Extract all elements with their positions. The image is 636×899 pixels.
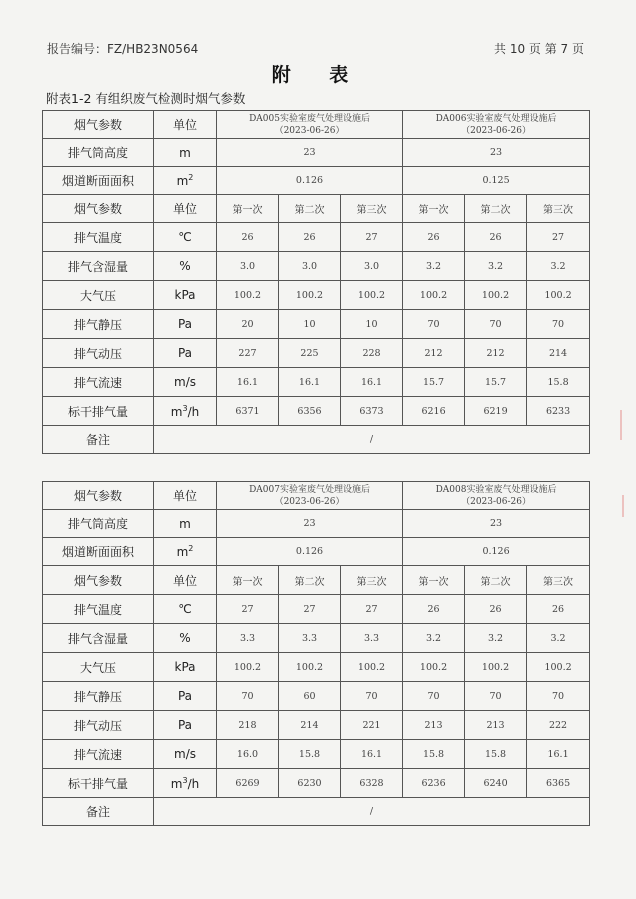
row-label: 排气流速: [43, 740, 154, 769]
source-a-header: [217, 111, 403, 139]
row-unit: Pa: [154, 339, 217, 368]
cell-value: 3.0: [341, 252, 403, 281]
cell-value: 16.1: [527, 740, 590, 769]
row-unit: m/s: [154, 740, 217, 769]
cell-value: 26: [403, 595, 465, 624]
row-unit: Pa: [154, 682, 217, 711]
stack-height-a: 23: [217, 139, 403, 167]
cell-value: 100.2: [465, 653, 527, 682]
stack-height-b: 23: [403, 139, 590, 167]
flue-gas-table-1: [42, 110, 590, 454]
stack-height-unit: m: [154, 139, 217, 167]
row-label: 排气动压: [43, 711, 154, 740]
cell-value: 6216: [403, 397, 465, 426]
cell-value: 213: [465, 711, 527, 740]
cell-value: 214: [279, 711, 341, 740]
run-header: 第一次: [217, 195, 279, 223]
run-header: 第三次: [341, 566, 403, 595]
cell-value: 6240: [465, 769, 527, 798]
cell-value: 15.8: [465, 740, 527, 769]
cell-value: 27: [341, 595, 403, 624]
cell-value: 16.1: [279, 368, 341, 397]
row-unit: %: [154, 624, 217, 653]
cell-value: 6269: [217, 769, 279, 798]
row-unit: Pa: [154, 310, 217, 339]
row-label: 标干排气量: [43, 769, 154, 798]
flue-gas-table-2: [42, 481, 590, 826]
cell-value: 212: [403, 339, 465, 368]
row-label: 标干排气量: [43, 397, 154, 426]
cell-value: 26: [527, 595, 590, 624]
run-header: 第三次: [527, 566, 590, 595]
seal-fragment: [622, 495, 632, 517]
cell-value: 16.1: [341, 368, 403, 397]
cell-value: 70: [527, 310, 590, 339]
row-unit: $m^3/h$: [154, 769, 217, 798]
cell-value: 3.2: [527, 624, 590, 653]
cell-value: 3.2: [465, 624, 527, 653]
flue-area-b: 0.125: [403, 167, 590, 195]
page-indicator: 共 10 页 第 7 页: [494, 42, 584, 56]
source-a-header: [217, 482, 403, 510]
cell-value: 10: [279, 310, 341, 339]
table-row: [43, 397, 590, 426]
stack-height-unit: m: [154, 510, 217, 538]
flue-area-label: 烟道断面面积: [43, 167, 154, 195]
row-unit: ℃: [154, 223, 217, 252]
cell-value: 6230: [279, 769, 341, 798]
table-row: [43, 653, 590, 682]
source-a-name: DA007实验室废气处理设施后: [249, 484, 370, 495]
row-label: 排气静压: [43, 682, 154, 711]
cell-value: 26: [279, 223, 341, 252]
cell-value: 16.1: [217, 368, 279, 397]
document-title: 附 表: [271, 64, 365, 86]
source-a-name: DA005实验室废气处理设施后: [249, 113, 370, 124]
run-header: 第三次: [341, 195, 403, 223]
stack-height-a: 23: [217, 510, 403, 538]
cell-value: 100.2: [527, 653, 590, 682]
row-unit: ℃: [154, 595, 217, 624]
run-header: 第一次: [217, 566, 279, 595]
row-unit: kPa: [154, 653, 217, 682]
cell-value: 100.2: [279, 281, 341, 310]
row-label: 大气压: [43, 653, 154, 682]
stack-height-label: 排气筒高度: [43, 139, 154, 167]
cell-value: 16.0: [217, 740, 279, 769]
cell-value: 20: [217, 310, 279, 339]
cell-value: 3.0: [217, 252, 279, 281]
param-header: 烟气参数: [43, 195, 154, 223]
unit-header: 单位: [154, 111, 217, 139]
cell-value: 27: [279, 595, 341, 624]
row-label: 排气含湿量: [43, 252, 154, 281]
cell-value: 228: [341, 339, 403, 368]
cell-value: 6371: [217, 397, 279, 426]
unit-header: 单位: [154, 482, 217, 510]
table-row: [43, 310, 590, 339]
flue-area-label: 烟道断面面积: [43, 538, 154, 566]
cell-value: 3.3: [341, 624, 403, 653]
cell-value: 27: [527, 223, 590, 252]
cell-value: 60: [279, 682, 341, 711]
cell-value: 6233: [527, 397, 590, 426]
table-row: [43, 368, 590, 397]
cell-value: 26: [465, 223, 527, 252]
remarks-value: /: [154, 426, 590, 454]
source-b-header: [403, 111, 590, 139]
cell-value: 3.2: [527, 252, 590, 281]
cell-value: 6236: [403, 769, 465, 798]
source-b-date: （2023-06-26）: [461, 125, 531, 136]
row-unit: Pa: [154, 711, 217, 740]
table-row: [43, 740, 590, 769]
report-number: 报告编号：FZ/HB23N0564: [47, 42, 199, 56]
row-label: 排气静压: [43, 310, 154, 339]
cell-value: 15.8: [279, 740, 341, 769]
cell-value: 3.3: [279, 624, 341, 653]
run-header: 第三次: [527, 195, 590, 223]
table-row: [43, 223, 590, 252]
flue-area-a: 0.126: [217, 538, 403, 566]
table-row: [43, 281, 590, 310]
cell-value: 213: [403, 711, 465, 740]
cell-value: 100.2: [403, 281, 465, 310]
row-label: 大气压: [43, 281, 154, 310]
cell-value: 15.7: [465, 368, 527, 397]
source-b-name: DA008实验室废气处理设施后: [435, 484, 557, 495]
row-unit: m/s: [154, 368, 217, 397]
cell-value: 3.2: [403, 624, 465, 653]
remarks-label: 备注: [43, 426, 154, 454]
source-b-header: [403, 482, 590, 510]
unit-header: 单位: [154, 195, 217, 223]
cell-value: 222: [527, 711, 590, 740]
cell-value: 70: [403, 682, 465, 711]
row-unit: %: [154, 252, 217, 281]
row-label: 排气温度: [43, 223, 154, 252]
flue-area-b: 0.126: [403, 538, 590, 566]
cell-value: 16.1: [341, 740, 403, 769]
cell-value: 10: [341, 310, 403, 339]
param-header: 烟气参数: [43, 482, 154, 510]
source-b-name: DA006实验室废气处理设施后: [435, 113, 557, 124]
table-row: [43, 769, 590, 798]
source-a-date: （2023-06-26）: [274, 496, 345, 507]
run-header: 第二次: [465, 566, 527, 595]
seal-fragment: [620, 410, 632, 440]
row-label: 排气流速: [43, 368, 154, 397]
row-unit: kPa: [154, 281, 217, 310]
row-label: 排气含湿量: [43, 624, 154, 653]
cell-value: 70: [217, 682, 279, 711]
param-header: 烟气参数: [43, 111, 154, 139]
cell-value: 6356: [279, 397, 341, 426]
cell-value: 221: [341, 711, 403, 740]
table-row: [43, 711, 590, 740]
table-row: [43, 682, 590, 711]
cell-value: 100.2: [527, 281, 590, 310]
cell-value: 6328: [341, 769, 403, 798]
cell-value: 3.2: [403, 252, 465, 281]
cell-value: 100.2: [217, 281, 279, 310]
cell-value: 100.2: [403, 653, 465, 682]
cell-value: 100.2: [279, 653, 341, 682]
source-b-date: （2023-06-26）: [461, 496, 531, 507]
run-header: 第二次: [279, 566, 341, 595]
flue-area-unit: $m^2$: [154, 167, 217, 195]
stack-height-label: 排气筒高度: [43, 510, 154, 538]
row-label: 排气动压: [43, 339, 154, 368]
cell-value: 100.2: [341, 281, 403, 310]
table-row: [43, 624, 590, 653]
cell-value: 26: [403, 223, 465, 252]
cell-value: 15.7: [403, 368, 465, 397]
cell-value: 70: [341, 682, 403, 711]
cell-value: 100.2: [341, 653, 403, 682]
table-row: [43, 252, 590, 281]
cell-value: 3.3: [217, 624, 279, 653]
cell-value: 26: [217, 223, 279, 252]
cell-value: 70: [527, 682, 590, 711]
remarks-value: /: [154, 798, 590, 826]
cell-value: 70: [465, 310, 527, 339]
cell-value: 6365: [527, 769, 590, 798]
cell-value: 6373: [341, 397, 403, 426]
cell-value: 227: [217, 339, 279, 368]
run-header: 第一次: [403, 195, 465, 223]
table-row: [43, 595, 590, 624]
cell-value: 3.0: [279, 252, 341, 281]
cell-value: 218: [217, 711, 279, 740]
cell-value: 212: [465, 339, 527, 368]
unit-header: 单位: [154, 566, 217, 595]
cell-value: 100.2: [465, 281, 527, 310]
table-row: [43, 339, 590, 368]
cell-value: 100.2: [217, 653, 279, 682]
cell-value: 27: [217, 595, 279, 624]
run-header: 第二次: [465, 195, 527, 223]
cell-value: 6219: [465, 397, 527, 426]
cell-value: 214: [527, 339, 590, 368]
row-unit: $m^3/h$: [154, 397, 217, 426]
cell-value: 26: [465, 595, 527, 624]
stack-height-b: 23: [403, 510, 590, 538]
table-caption: 附表1-2 有组织废气检测时烟气参数: [46, 91, 246, 106]
cell-value: 15.8: [527, 368, 590, 397]
cell-value: 225: [279, 339, 341, 368]
flue-area-unit: $m^2$: [154, 538, 217, 566]
run-header: 第一次: [403, 566, 465, 595]
cell-value: 27: [341, 223, 403, 252]
cell-value: 3.2: [465, 252, 527, 281]
flue-area-a: 0.126: [217, 167, 403, 195]
remarks-label: 备注: [43, 798, 154, 826]
param-header: 烟气参数: [43, 566, 154, 595]
cell-value: 15.8: [403, 740, 465, 769]
run-header: 第二次: [279, 195, 341, 223]
cell-value: 70: [403, 310, 465, 339]
source-a-date: （2023-06-26）: [274, 125, 345, 136]
row-label: 排气温度: [43, 595, 154, 624]
cell-value: 70: [465, 682, 527, 711]
